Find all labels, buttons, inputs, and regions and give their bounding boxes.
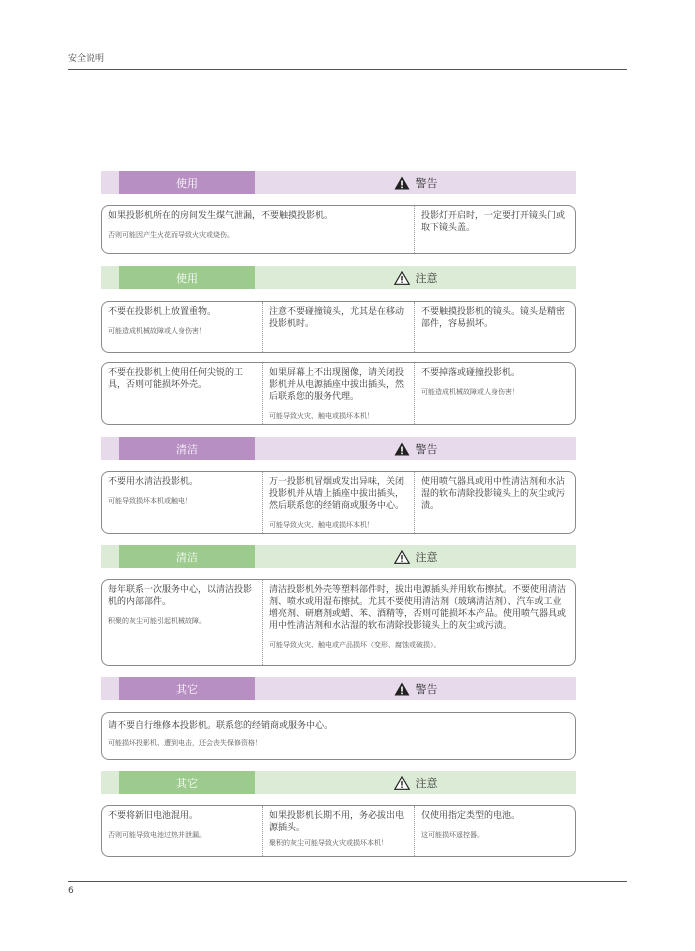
safety-item [262, 302, 414, 352]
section-label: 使用 [119, 171, 255, 194]
safety-item [414, 806, 575, 856]
safety-item [262, 580, 575, 665]
safety-box [101, 712, 576, 760]
signal-word: 注意 [255, 771, 576, 794]
item-text: 投影灯开启时，一定要打开镜头门或取下镜头盖。 [421, 211, 566, 233]
safety-item [102, 806, 262, 856]
section-band [101, 266, 576, 289]
item-text: 万一投影机冒烟或发出异味，关闭投影机并从墙上插座中拔出插头，然后联系您的经销商或服务中心。 [269, 477, 405, 511]
caution-triangle-icon [394, 776, 410, 790]
safety-item [102, 206, 414, 253]
safety-item [414, 363, 575, 424]
item-text: 如果投影机长期不用，务必拔出电源插头。 [269, 811, 405, 833]
safety-item [414, 302, 575, 352]
signal-word: 注意 [255, 545, 576, 568]
signal-word: 警告 [255, 171, 576, 194]
warning-triangle-icon [394, 442, 410, 456]
safety-box [101, 362, 576, 425]
item-note: 否则可能因产生火花而导致火灾或烧伤。 [108, 231, 234, 239]
safety-box [101, 301, 576, 353]
safety-box [101, 205, 576, 254]
safety-item [102, 472, 262, 533]
signal-word: 警告 [255, 437, 576, 460]
warning-triangle-icon [394, 682, 410, 696]
safety-item [102, 580, 262, 665]
safety-item [102, 302, 262, 352]
section-label: 清洁 [119, 545, 255, 568]
footer-rule [68, 881, 627, 882]
signal-word: 注意 [255, 266, 576, 289]
section-label: 其它 [119, 677, 255, 700]
item-text: 如果屏幕上不出现图像，请关闭投影机并从电源插座中拔出插头，然后联系您的服务代理。 [269, 368, 405, 402]
section-band [101, 545, 576, 568]
item-text: 请不要自行维修本投影机。联系您的经销商或服务中心。 [108, 721, 334, 731]
header-title: 安全说明 [68, 54, 105, 64]
item-text: 每年联系一次服务中心，以清洁投影机的内部部件。 [108, 585, 253, 607]
item-note: 可能造成机械故障或人身伤害！ [421, 388, 519, 396]
section-label: 其它 [119, 771, 255, 794]
item-note: 这可能损坏遥控器。 [421, 831, 484, 839]
item-note: 可能造成机械故障或人身伤害！ [108, 327, 206, 335]
caution-triangle-icon [394, 550, 410, 564]
signal-word: 警告 [255, 677, 576, 700]
item-note: 可能导致损坏本机或触电！ [108, 497, 192, 505]
item-note: 可能损坏投影机、遭到电击，还会丧失保修资格！ [108, 739, 262, 747]
item-note: 否则可能导致电池过热并泄漏。 [108, 831, 206, 839]
safety-item [414, 206, 575, 253]
safety-item [102, 713, 575, 759]
safety-item [262, 472, 414, 533]
caution-triangle-icon [394, 271, 410, 285]
safety-box [101, 471, 576, 534]
item-text: 如果投影机所在的房间发生煤气泄漏，不要触摸投影机。 [108, 211, 334, 221]
section-band [101, 171, 576, 194]
header-rule [68, 69, 627, 70]
warning-triangle-icon [394, 176, 410, 190]
item-text: 仅使用指定类型的电池。 [421, 811, 521, 821]
section-label: 清洁 [119, 437, 255, 460]
item-note: 可能导致火灾、触电或损坏本机！ [269, 412, 374, 420]
safety-box [101, 579, 576, 666]
safety-item [262, 806, 414, 856]
safety-item [262, 363, 414, 424]
section-label: 使用 [119, 266, 255, 289]
section-band [101, 771, 576, 794]
item-text: 使用喷气器具或用中性清洁剂和水沾湿的软布清除投影镜头上的灰尘或污渍。 [421, 477, 566, 511]
item-note: 可能导致火灾、触电或产品损坏（变形、腐蚀或破损）。 [269, 641, 441, 649]
item-note: 积聚的灰尘可能引起机械故障。 [108, 617, 206, 625]
safety-box [101, 805, 576, 857]
safety-item [102, 363, 262, 424]
item-text: 清洁投影机外壳等塑料部件时，拔出电源插头并用软布擦拭。不要使用清洁剂、喷水或用湿布擦拭。尤其不要使用清洁剂（玻璃清洁剂）、汽车或工业增亮剂、研磨剂或蜡、苯、酒精等，否则可能损坏本产品。使用喷气器具或用中性清洁剂和水沾湿的软布清除投影镜头上的灰尘或污渍。 [269, 585, 567, 631]
section-band [101, 677, 576, 700]
item-text: 注意不要碰撞镜头，尤其是在移动投影机时。 [269, 307, 405, 329]
item-text: 不要在投影机上放置重物。 [108, 307, 217, 317]
item-note: 聚积的灰尘可能导致火灾或损坏本机！ [269, 839, 388, 847]
item-text: 不要触摸投影机的镜头。镜头是精密部件，容易损坏。 [421, 307, 566, 329]
item-text: 不要掉落或碰撞投影机。 [421, 368, 521, 378]
safety-item [414, 472, 575, 533]
page-number: 6 [68, 886, 74, 896]
item-text: 不要用水清洁投影机。 [108, 477, 199, 487]
item-text: 不要在投影机上使用任何尖锐的工具，否则可能损坏外壳。 [108, 368, 244, 390]
section-band [101, 437, 576, 460]
item-text: 不要将新旧电池混用。 [108, 811, 199, 821]
item-note: 可能导致火灾、触电或损坏本机！ [269, 521, 374, 529]
